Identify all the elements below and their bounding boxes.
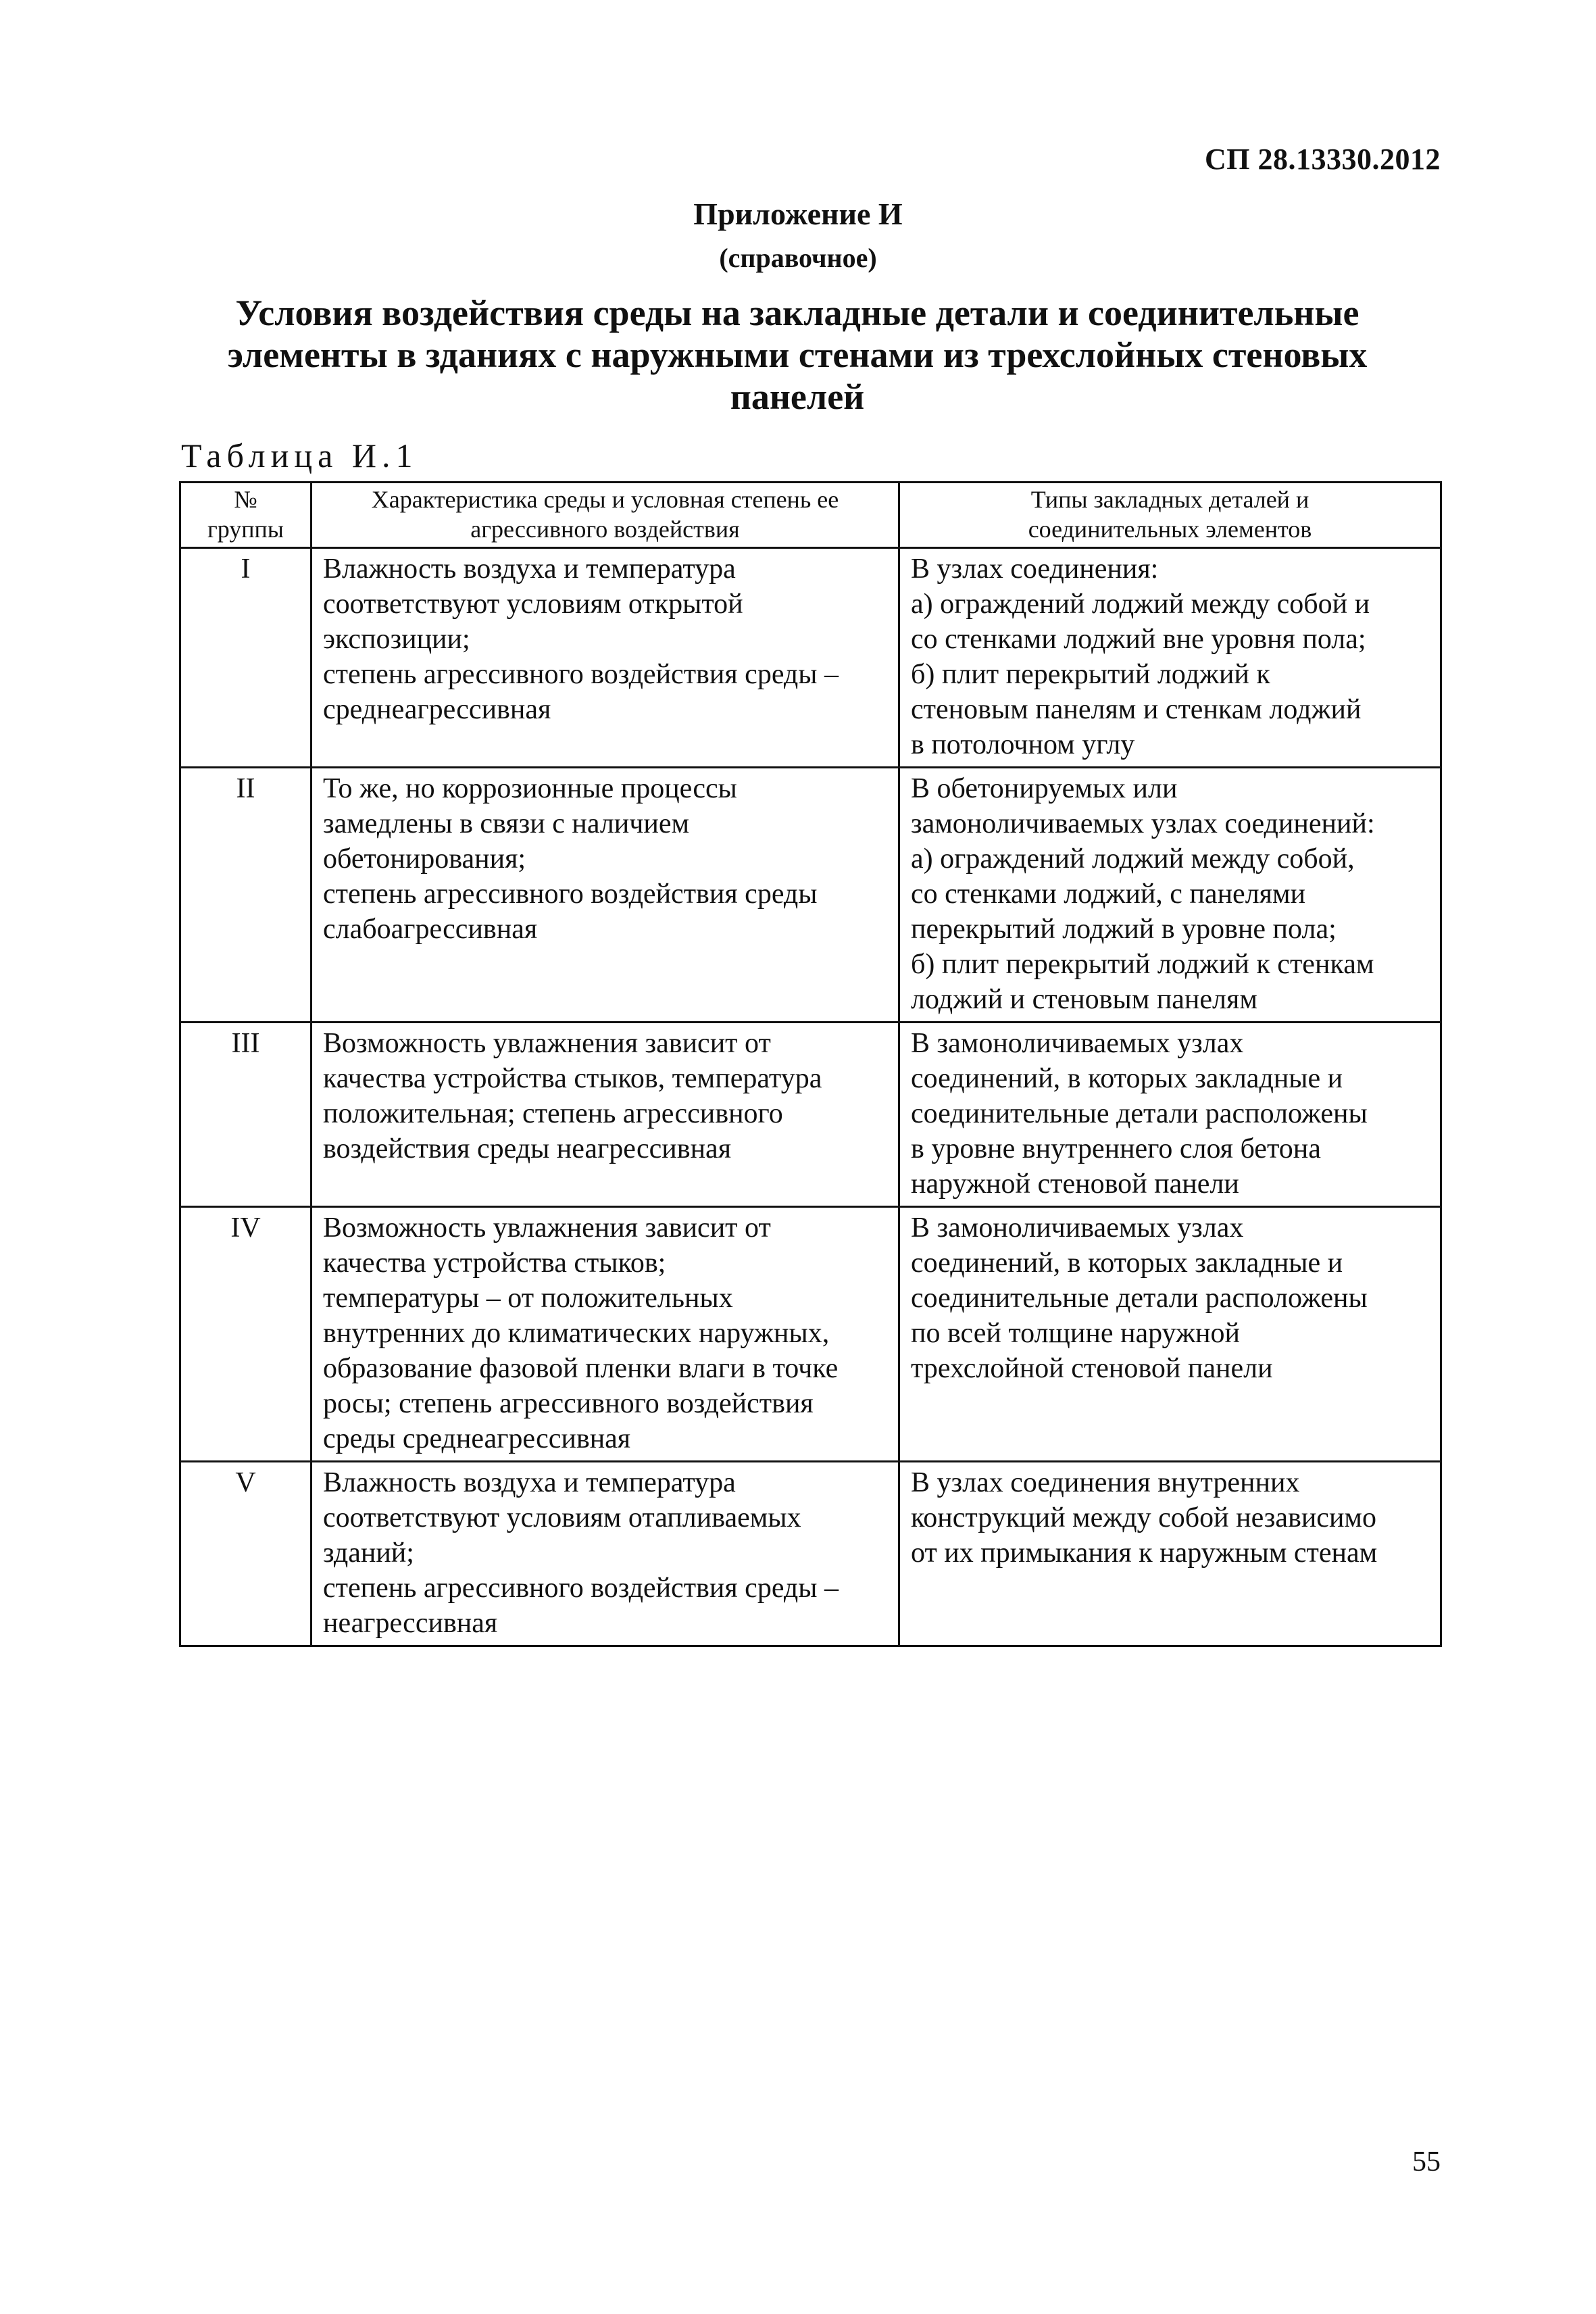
cell-line: степень агрессивного воздействия среды – <box>323 659 839 690</box>
cell-line: в уровне внутреннего слоя бетона <box>911 1133 1321 1164</box>
table-header-row <box>180 483 1441 548</box>
group-number: I <box>180 548 311 768</box>
cell-line: В замоноличиваемых узлах <box>911 1028 1244 1059</box>
group-number: IV <box>180 1207 311 1462</box>
cell-line: в потолочном углу <box>911 729 1135 760</box>
cell-line: со стенками лоджий вне уровня пола; <box>911 624 1366 655</box>
header-line: № <box>234 486 257 513</box>
group-number: III <box>180 1023 311 1207</box>
types-cell <box>899 1023 1441 1207</box>
environment-cell <box>311 1207 899 1462</box>
cell-line: б) плит перекрытий лоджий к <box>911 659 1270 690</box>
environment-cell <box>311 1462 899 1646</box>
environment-cell <box>311 548 899 768</box>
cell-line: В узлах соединения: <box>911 553 1159 585</box>
cell-line: В обетонируемых или <box>911 773 1178 804</box>
cell-line: образование фазовой пленки влаги в точке <box>323 1353 839 1384</box>
header-line: соединительных элементов <box>1028 516 1312 543</box>
table-row <box>180 1023 1441 1207</box>
cell-line: со стенками лоджий, с панелями <box>911 879 1306 910</box>
types-cell <box>899 1207 1441 1462</box>
group-number: V <box>180 1462 311 1646</box>
header-line: Характеристика среды и условная степень ее <box>371 486 839 513</box>
cell-line: зданий; <box>323 1537 414 1569</box>
header-line: агрессивного воздействия <box>470 516 740 543</box>
cell-line: по всей толщине наружной <box>911 1318 1240 1349</box>
cell-line: среднеагрессивная <box>323 694 551 725</box>
types-cell <box>899 548 1441 768</box>
cell-line: В узлах соединения внутренних <box>911 1467 1300 1498</box>
cell-line: стеновым панелям и стенкам лоджий <box>911 694 1362 725</box>
table-row <box>180 768 1441 1023</box>
cell-line: соединительные детали расположены <box>911 1283 1368 1314</box>
cell-line: качества устройства стыков, температура <box>323 1063 822 1094</box>
table-row <box>180 1207 1441 1462</box>
cell-line: б) плит перекрытий лоджий к стенкам <box>911 949 1374 980</box>
cell-line: среды среднеагрессивная <box>323 1423 631 1454</box>
cell-line: соединительные детали расположены <box>911 1098 1368 1129</box>
cell-line: трехслойной стеновой панели <box>911 1353 1273 1384</box>
cell-line: положительная; степень агрессивного <box>323 1098 783 1129</box>
column-header-types <box>899 483 1441 548</box>
main-title-line: панелей <box>730 376 865 417</box>
cell-line: соединений, в которых закладные и <box>911 1063 1343 1094</box>
cell-line: замедлены в связи с наличием <box>323 808 690 839</box>
cell-line: В замоноличиваемых узлах <box>911 1212 1244 1244</box>
cell-line: росы; степень агрессивного воздействия <box>323 1388 814 1419</box>
table-caption: Таблица И.1 <box>181 437 418 474</box>
cell-line: неагрессивная <box>323 1608 498 1639</box>
environment-cell <box>311 1023 899 1207</box>
conditions-table <box>179 481 1442 1647</box>
cell-line: Влажность воздуха и температура <box>323 553 736 585</box>
cell-line: экспозиции; <box>323 624 470 655</box>
cell-line: а) ограждений лоджий между собой, <box>911 843 1355 875</box>
cell-line: соответствуют условиям отапливаемых <box>323 1502 801 1533</box>
header-line: группы <box>207 516 284 543</box>
table-row <box>180 1462 1441 1646</box>
cell-line: конструкций между собой независимо <box>911 1502 1377 1533</box>
header-line: Типы закладных деталей и <box>1030 486 1310 513</box>
cell-line: перекрытий лоджий в уровне пола; <box>911 914 1337 945</box>
column-header-environment <box>311 483 899 548</box>
cell-line: соединений, в которых закладные и <box>911 1248 1343 1279</box>
table-row <box>180 548 1441 768</box>
cell-line: Возможность увлажнения зависит от <box>323 1028 771 1059</box>
group-number: II <box>180 768 311 1023</box>
column-header-group <box>180 483 311 548</box>
types-cell <box>899 768 1441 1023</box>
cell-line: обетонирования; <box>323 843 526 875</box>
cell-line: Возможность увлажнения зависит от <box>323 1212 771 1244</box>
cell-line: от их примыкания к наружным стенам <box>911 1537 1378 1569</box>
cell-line: степень агрессивного воздействия среды – <box>323 1573 839 1604</box>
cell-line: степень агрессивного воздействия среды <box>323 879 818 910</box>
page-number: 55 <box>1412 2146 1441 2177</box>
main-title-line: элементы в зданиях с наружными стенами из трехслойных стеновых <box>227 335 1368 375</box>
cell-line: То же, но коррозионные процессы <box>323 773 737 804</box>
cell-line: качества устройства стыков; <box>323 1248 666 1279</box>
types-cell <box>899 1462 1441 1646</box>
environment-cell <box>311 768 899 1023</box>
cell-line: а) ограждений лоджий между собой и <box>911 589 1370 620</box>
appendix-status: (справочное) <box>719 243 877 273</box>
main-title <box>203 292 1392 418</box>
cell-line: лоджий и стеновым панелям <box>911 984 1257 1015</box>
cell-line: слабоагрессивная <box>323 914 538 945</box>
cell-line: внутренних до климатических наружных, <box>323 1318 830 1349</box>
document-code: СП 28.13330.2012 <box>1205 143 1441 176</box>
main-title-line: Условия воздействия среды на закладные детали и соединительные <box>235 293 1360 333</box>
cell-line: воздействия среды неагрессивная <box>323 1133 732 1164</box>
cell-line: температуры – от положительных <box>323 1283 733 1314</box>
cell-line: соответствуют условиям открытой <box>323 589 743 620</box>
cell-line: замоноличиваемых узлах соединений: <box>911 808 1375 839</box>
cell-line: наружной стеновой панели <box>911 1168 1239 1200</box>
appendix-title: Приложение И <box>693 197 903 231</box>
cell-line: Влажность воздуха и температура <box>323 1467 736 1498</box>
